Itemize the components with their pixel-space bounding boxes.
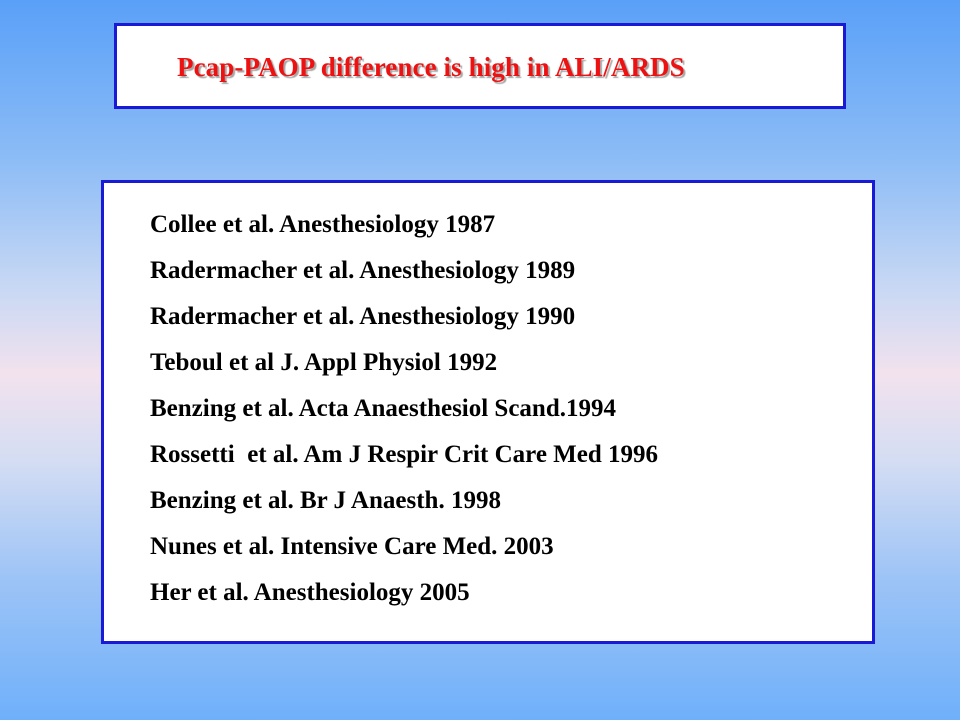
slide-title: Pcap-PAOP difference is high in ALI/ARDS xyxy=(177,52,685,82)
reference-item: Her et al. Anesthesiology 2005 xyxy=(150,579,470,606)
reference-item: Radermacher et al. Anesthesiology 1989 xyxy=(150,257,576,284)
title-box xyxy=(114,23,846,109)
reference-list xyxy=(150,207,658,621)
reference-item: Collee et al. Anesthesiology 1987 xyxy=(150,211,496,238)
reference-item: Rossetti et al. Am J Respir Crit Care Med 1996 xyxy=(150,441,659,468)
references-box xyxy=(101,180,875,644)
reference-item: Radermacher et al. Anesthesiology 1990 xyxy=(150,303,576,330)
reference-item: Nunes et al. Intensive Care Med. 2003 xyxy=(150,533,554,560)
reference-item: Benzing et al. Acta Anaesthesiol Scand.1994 xyxy=(150,395,616,422)
reference-item: Teboul et al J. Appl Physiol 1992 xyxy=(150,349,498,376)
reference-item: Benzing et al. Br J Anaesth. 1998 xyxy=(150,487,501,514)
